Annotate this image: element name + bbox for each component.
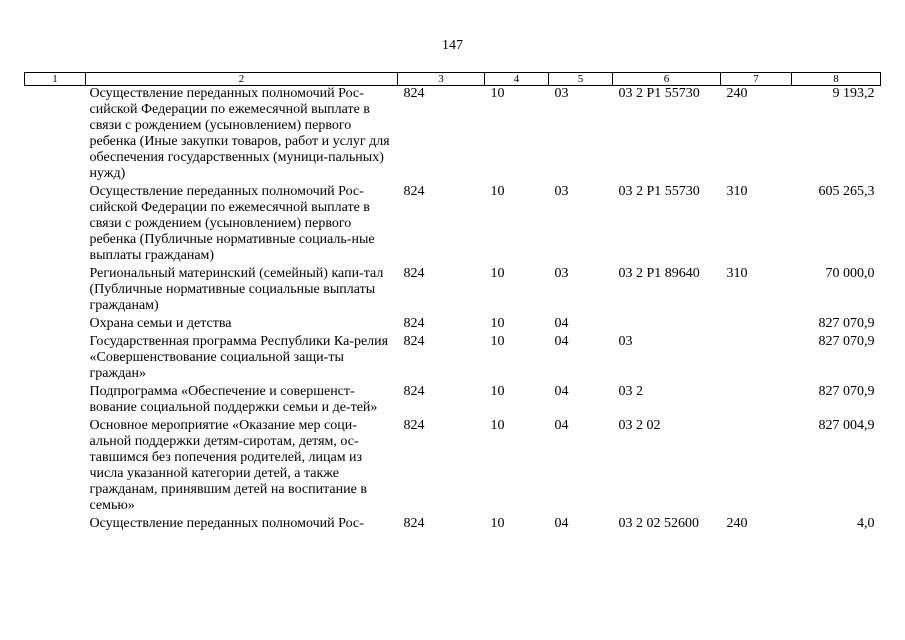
section-code-cell: 10 xyxy=(490,384,505,399)
table-row xyxy=(25,266,881,316)
amount-cell: 605 265,3 xyxy=(818,184,875,199)
table-row xyxy=(25,86,881,185)
expense-type-cell xyxy=(721,384,792,418)
column-header: 6 xyxy=(613,73,721,86)
subsection-code-cell: 04 xyxy=(554,418,569,433)
expense-type-cell xyxy=(721,334,792,384)
ministry-code-cell: 824 xyxy=(403,418,425,433)
expense-type-cell: 310 xyxy=(726,184,748,199)
ministry-code-cell: 824 xyxy=(403,316,425,331)
section-code-cell: 10 xyxy=(490,418,505,433)
page-number: 147 xyxy=(442,38,463,53)
section-code-cell: 10 xyxy=(490,334,505,349)
section-code-cell: 10 xyxy=(490,266,505,281)
amount-cell: 827 070,9 xyxy=(818,334,875,349)
ministry-code-cell: 824 xyxy=(403,266,425,281)
row-number-cell xyxy=(25,418,86,516)
expense-type-cell: 310 xyxy=(726,266,748,281)
target-article-cell: 03 2 P1 55730 xyxy=(618,86,700,101)
row-number-cell xyxy=(25,184,86,266)
amount-cell: 70 000,0 xyxy=(825,266,875,281)
column-header: 2 xyxy=(86,73,398,86)
table-header xyxy=(25,73,881,86)
row-number-cell xyxy=(25,316,86,334)
column-header: 3 xyxy=(398,73,485,86)
table-row xyxy=(25,334,881,384)
ministry-code-cell: 824 xyxy=(403,86,425,101)
item-name-cell: Осуществление переданных полномочий Рос-сийской Федерации по ежемесячной выплате в связи с рождением (усыновлением) первого ребенка (Публичные нормативные социаль-ные выплаты гражданам) xyxy=(89,184,375,263)
ministry-code-cell: 824 xyxy=(403,384,425,399)
section-code-cell: 10 xyxy=(490,184,505,199)
table-row xyxy=(25,418,881,516)
column-header: 4 xyxy=(485,73,549,86)
section-code-cell: 10 xyxy=(490,316,505,331)
row-number-cell xyxy=(25,86,86,185)
table-row xyxy=(25,516,881,534)
item-name-cell: Основное мероприятие «Оказание мер соци-альной поддержки детям-сиротам, детям, ос-тавшимся без попечения родителей, лицам из числа указанной категории детей, а также гражданам, принявшим детей на воспитание в семью» xyxy=(89,418,367,513)
row-number-cell xyxy=(25,516,86,534)
expense-type-cell: 240 xyxy=(726,516,748,531)
subsection-code-cell: 03 xyxy=(554,266,569,281)
expense-type-cell xyxy=(721,418,792,516)
amount-cell: 4,0 xyxy=(857,516,875,531)
item-name-cell: Подпрограмма «Обеспечение и совершенст-вование социальной поддержки семьи и де-тей» xyxy=(89,384,378,415)
table-row xyxy=(25,316,881,334)
budget-table xyxy=(24,72,881,534)
column-header: 5 xyxy=(549,73,613,86)
item-name-cell: Осуществление переданных полномочий Рос- xyxy=(89,516,364,531)
subsection-code-cell: 04 xyxy=(554,516,569,531)
target-article-cell: 03 xyxy=(618,334,633,349)
table-row xyxy=(25,384,881,418)
target-article-cell: 03 2 02 52600 xyxy=(618,516,699,531)
ministry-code-cell: 824 xyxy=(403,516,425,531)
target-article-cell xyxy=(613,316,721,334)
row-number-cell xyxy=(25,334,86,384)
target-article-cell: 03 2 P1 55730 xyxy=(618,184,700,199)
table-body xyxy=(25,86,881,535)
column-header: 8 xyxy=(792,73,881,86)
ministry-code-cell: 824 xyxy=(403,334,425,349)
amount-cell: 827 004,9 xyxy=(818,418,875,433)
header-row xyxy=(25,73,881,86)
subsection-code-cell: 03 xyxy=(554,86,569,101)
amount-cell: 9 193,2 xyxy=(832,86,875,101)
subsection-code-cell: 04 xyxy=(554,334,569,349)
target-article-cell: 03 2 xyxy=(618,384,643,399)
subsection-code-cell: 04 xyxy=(554,384,569,399)
expense-type-cell xyxy=(721,316,792,334)
item-name-cell: Государственная программа Республики Ка-релия «Совершенствование социальной защи-ты граждан» xyxy=(89,334,389,381)
row-number-cell xyxy=(25,266,86,316)
target-article-cell: 03 2 P1 89640 xyxy=(618,266,700,281)
section-code-cell: 10 xyxy=(490,86,505,101)
row-number-cell xyxy=(25,384,86,418)
amount-cell: 827 070,9 xyxy=(818,384,875,399)
amount-cell: 827 070,9 xyxy=(818,316,875,331)
target-article-cell: 03 2 02 xyxy=(618,418,661,433)
subsection-code-cell: 04 xyxy=(554,316,569,331)
section-code-cell: 10 xyxy=(490,516,505,531)
item-name-cell: Региональный материнский (семейный) капи-тал (Публичные нормативные социальные выплаты гражданам) xyxy=(89,266,384,313)
column-header: 7 xyxy=(721,73,792,86)
item-name-cell: Охрана семьи и детства xyxy=(89,316,232,331)
expense-type-cell: 240 xyxy=(726,86,748,101)
item-name-cell: Осуществление переданных полномочий Рос-сийской Федерации по ежемесячной выплате в связи с рождением (усыновлением) первого ребенка (Иные закупки товаров, работ и услуг для обеспечения государственных (муници-пальных) нужд) xyxy=(89,86,390,181)
subsection-code-cell: 03 xyxy=(554,184,569,199)
column-header: 1 xyxy=(25,73,86,86)
table-row xyxy=(25,184,881,266)
ministry-code-cell: 824 xyxy=(403,184,425,199)
